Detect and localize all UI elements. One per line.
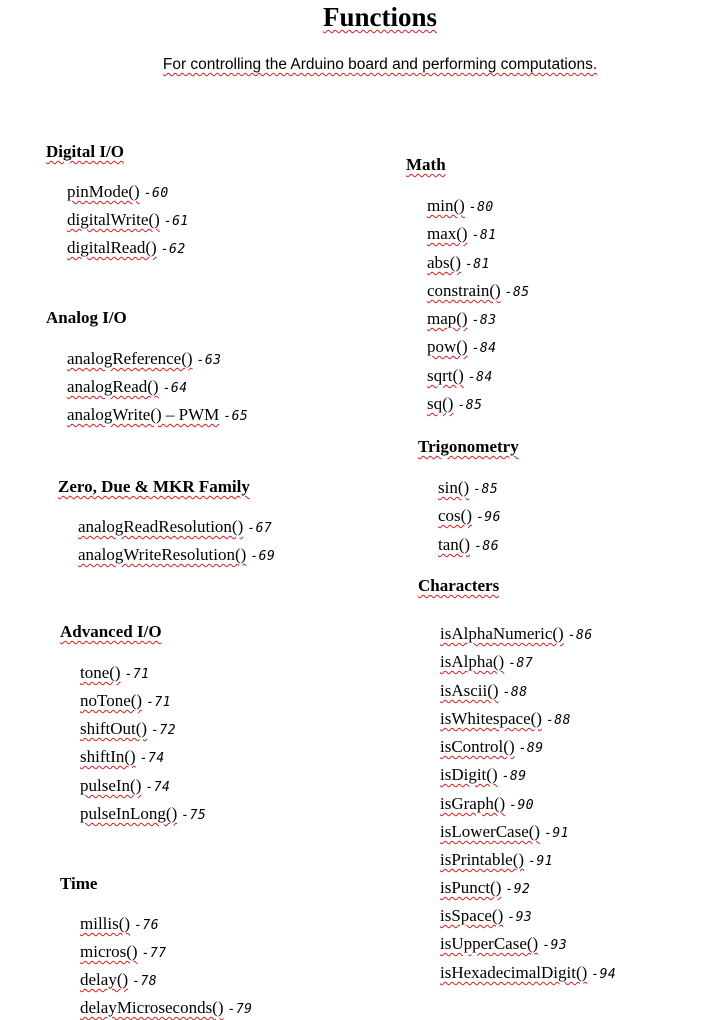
page-number: -72 — [151, 723, 177, 738]
list-item[interactable] — [438, 506, 501, 526]
page-number: -69 — [250, 549, 276, 564]
page-number: -76 — [134, 918, 160, 933]
page-number: -88 — [545, 713, 571, 728]
page-number: -94 — [591, 967, 617, 982]
list-item[interactable] — [80, 998, 253, 1018]
function-name: micros() — [80, 942, 138, 961]
heading-math: Math — [406, 155, 446, 174]
function-name: min() — [427, 196, 465, 215]
heading-trigonometry: Trigonometry — [418, 437, 519, 456]
list-item[interactable] — [80, 663, 150, 683]
list-item[interactable] — [67, 377, 188, 397]
function-name: tone() — [80, 663, 121, 682]
function-name: isPunct() — [440, 878, 502, 897]
function-name: sqrt() — [427, 366, 464, 385]
function-name: shiftOut() — [80, 719, 148, 738]
page-number: -71 — [146, 695, 172, 710]
page-number: -93 — [542, 938, 568, 953]
list-item[interactable] — [80, 804, 206, 824]
page-number: -92 — [505, 882, 531, 897]
function-name: isWhitespace() — [440, 709, 542, 728]
page-number: -96 — [475, 510, 501, 525]
list-item[interactable] — [67, 210, 189, 230]
function-name: sq() — [427, 394, 454, 413]
page-number: -86 — [474, 539, 500, 554]
function-name: analogWrite() – PWM — [67, 405, 220, 424]
list-item[interactable] — [438, 478, 498, 498]
page-number: -60 — [143, 186, 169, 201]
function-name: analogReadResolution() — [78, 517, 244, 536]
list-item[interactable] — [80, 776, 170, 796]
list-item[interactable] — [427, 394, 482, 414]
list-item[interactable] — [427, 224, 497, 244]
heading-analog-io: Analog I/O — [46, 308, 127, 327]
function-name: isUpperCase() — [440, 934, 539, 953]
list-item[interactable] — [440, 624, 593, 644]
list-item[interactable] — [440, 934, 567, 954]
page-number: -91 — [528, 854, 554, 869]
list-item[interactable] — [440, 681, 528, 701]
page-number: -74 — [145, 780, 171, 795]
list-item[interactable] — [80, 691, 171, 711]
function-name: delayMicroseconds() — [80, 998, 224, 1017]
function-name: pow() — [427, 337, 468, 356]
page-number: -83 — [471, 313, 497, 328]
function-name: constrain() — [427, 281, 501, 300]
heading-zero-due-mkr: Zero, Due & MKR Family — [58, 477, 250, 496]
list-item[interactable] — [440, 822, 569, 842]
page-subtitle: For controlling the Arduino board and performing computations. — [162, 56, 598, 73]
heading-characters: Characters — [418, 576, 500, 595]
list-item[interactable] — [80, 719, 176, 739]
heading-digital-io: Digital I/O — [46, 142, 124, 161]
page-number: -91 — [544, 826, 570, 841]
list-item[interactable] — [427, 366, 493, 386]
list-item[interactable] — [440, 794, 534, 814]
list-item[interactable] — [67, 349, 222, 369]
function-name: analogReference() — [67, 349, 193, 368]
list-item[interactable] — [80, 970, 157, 990]
list-item[interactable] — [440, 737, 544, 757]
function-name: shiftIn() — [80, 747, 136, 766]
page-number: -81 — [471, 228, 497, 243]
function-name: digitalWrite() — [67, 210, 160, 229]
function-name: abs() — [427, 253, 461, 272]
list-item[interactable] — [427, 253, 490, 273]
page-number: -67 — [247, 521, 273, 536]
function-name: digitalRead() — [67, 238, 157, 257]
page-number: -64 — [162, 381, 188, 396]
page-title: Functions — [322, 2, 438, 32]
list-item[interactable] — [78, 545, 275, 565]
list-item[interactable] — [67, 238, 186, 258]
page-number: -81 — [464, 257, 490, 272]
function-name: analogWriteResolution() — [78, 545, 247, 564]
list-item[interactable] — [440, 652, 533, 672]
page-number: -74 — [139, 751, 165, 766]
function-name: tan() — [438, 535, 471, 554]
page-number: -78 — [132, 974, 158, 989]
heading-advanced-io: Advanced I/O — [60, 622, 162, 641]
function-name: isControl() — [440, 737, 515, 756]
list-item[interactable] — [427, 309, 497, 329]
list-item[interactable] — [67, 182, 169, 202]
page-number: -80 — [468, 200, 494, 215]
list-item[interactable] — [440, 709, 571, 729]
function-name: pinMode() — [67, 182, 140, 201]
list-item[interactable] — [80, 942, 167, 962]
function-name: cos() — [438, 506, 472, 525]
function-name: isSpace() — [440, 906, 504, 925]
function-name: millis() — [80, 914, 131, 933]
function-name: pulseIn() — [80, 776, 142, 795]
page-number: -86 — [567, 628, 593, 643]
page-number: -87 — [508, 656, 534, 671]
page-number: -79 — [227, 1002, 253, 1017]
page-number: -88 — [502, 685, 528, 700]
page-number: -84 — [471, 341, 497, 356]
page-number: -84 — [467, 370, 493, 385]
page-number: -85 — [457, 398, 483, 413]
page-number: -85 — [504, 285, 530, 300]
page-number: -61 — [163, 214, 189, 229]
function-name: sin() — [438, 478, 470, 497]
list-item[interactable] — [427, 196, 494, 216]
list-item[interactable] — [78, 517, 272, 537]
function-name: delay() — [80, 970, 129, 989]
list-item[interactable] — [427, 281, 530, 301]
function-name: map() — [427, 309, 468, 328]
page-number: -90 — [509, 798, 535, 813]
page-number: -71 — [124, 667, 150, 682]
heading-time: Time — [60, 874, 98, 893]
function-name: noTone() — [80, 691, 143, 710]
list-item[interactable] — [80, 747, 165, 767]
list-item[interactable] — [438, 535, 499, 555]
page-number: -75 — [181, 808, 207, 823]
list-item[interactable] — [440, 963, 616, 983]
page-number: -62 — [160, 242, 186, 257]
list-item[interactable] — [67, 405, 248, 425]
list-item[interactable] — [440, 906, 532, 926]
function-name: pulseInLong() — [80, 804, 178, 823]
list-item[interactable] — [427, 337, 497, 357]
function-name: max() — [427, 224, 468, 243]
function-name: isLowerCase() — [440, 822, 541, 841]
function-name: isAlphaNumeric() — [440, 624, 564, 643]
page-number: -89 — [501, 769, 527, 784]
list-item[interactable] — [440, 765, 527, 785]
function-name: isPrintable() — [440, 850, 525, 869]
function-name: isAlpha() — [440, 652, 505, 671]
page-number: -85 — [473, 482, 499, 497]
function-name: isAscii() — [440, 681, 499, 700]
list-item[interactable] — [440, 850, 553, 870]
page-number: -77 — [141, 946, 167, 961]
page-number: -89 — [518, 741, 544, 756]
list-item[interactable] — [440, 878, 530, 898]
function-name: isGraph() — [440, 794, 506, 813]
list-item[interactable] — [80, 914, 159, 934]
function-name: isHexadecimalDigit() — [440, 963, 588, 982]
function-name: analogRead() — [67, 377, 159, 396]
function-name: isDigit() — [440, 765, 498, 784]
page-number: -65 — [223, 409, 249, 424]
page-number: -93 — [507, 910, 533, 925]
page-number: -63 — [196, 353, 222, 368]
